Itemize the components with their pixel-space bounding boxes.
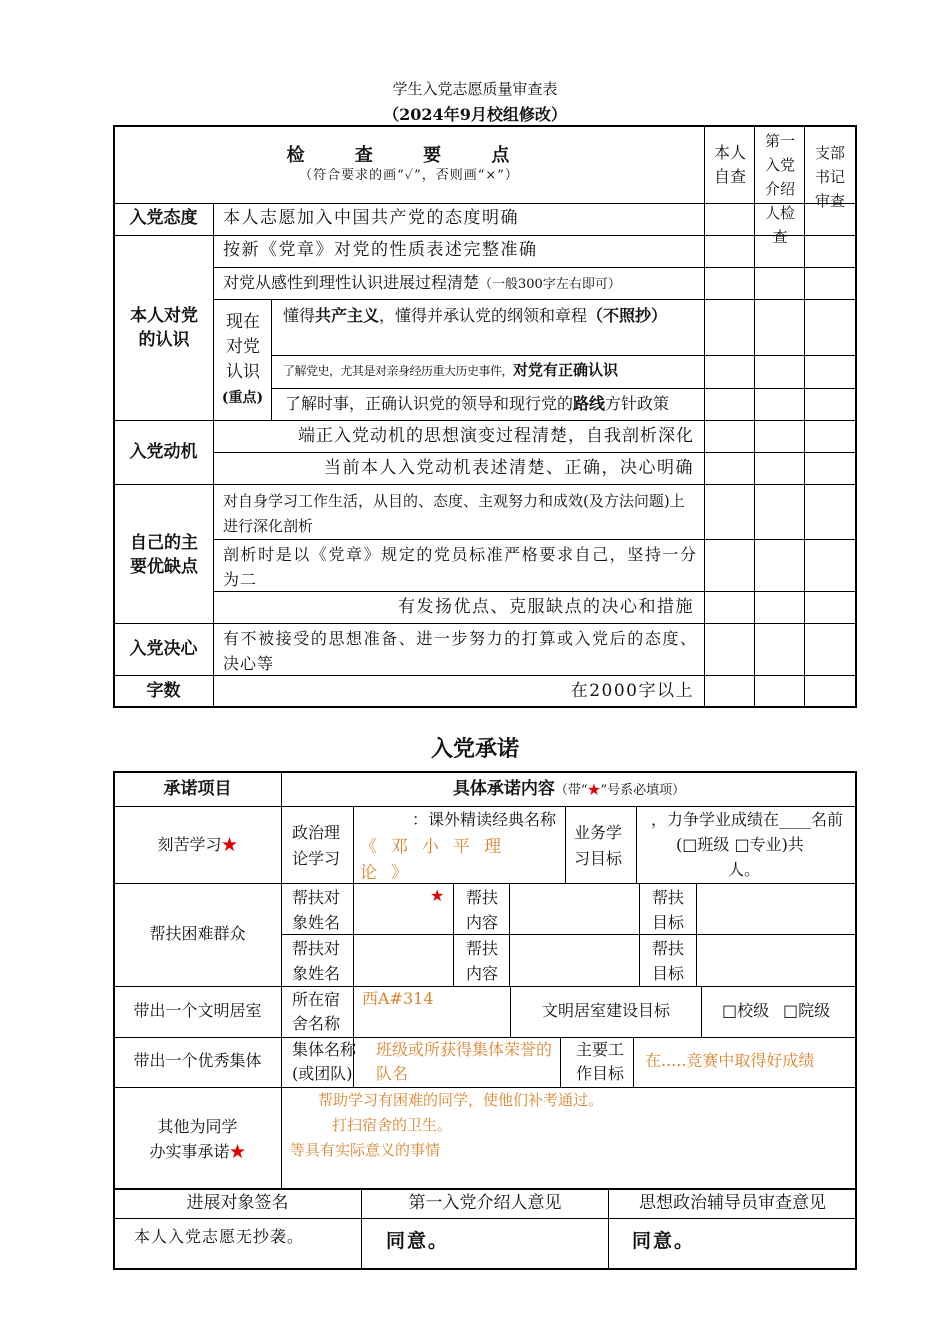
sign-value-1: 本人入党志愿无抄袭。 [134, 1227, 305, 1246]
collective-label: 带出一个优秀集体 [133, 1051, 262, 1070]
grid-line [114, 1188, 856, 1190]
other-label-b-wrap [114, 1139, 281, 1164]
study-label-text: 刻苦学习 [157, 835, 222, 854]
help-content-label-1: 帮扶内容 [466, 888, 499, 932]
pledge-note-a: （带“ [554, 783, 588, 798]
politics-value-a: ：课外精读经典名称 [412, 810, 557, 829]
grid-line [453, 883, 454, 986]
business-value-b: (□班级 □专业)共 [676, 835, 804, 854]
grid-line [114, 1087, 856, 1088]
grid-line [271, 355, 856, 356]
sign-col-1: 进展对象签名 [186, 1193, 289, 1213]
grid-line [114, 806, 856, 807]
grid-line [114, 484, 856, 485]
grid-line [271, 299, 272, 420]
item-attitude: 本人志愿加入中国共产党的态度明确 [223, 208, 519, 228]
grid-line [754, 126, 755, 707]
grid-line [696, 883, 697, 986]
grid-line [701, 986, 702, 1037]
grid-line [114, 623, 856, 624]
label-key-point: (重点) [221, 390, 264, 406]
item-wordcount: 在2000字以上 [570, 681, 694, 701]
review-header-main: 检 查 要 点 [286, 145, 532, 166]
other-line-2: 打扫宿舍的卫生。 [332, 1116, 453, 1134]
study-label [114, 834, 281, 856]
item-strengths-3: 有发扬优点、克服缺点的决心和措施 [398, 597, 694, 617]
grid-line [509, 883, 510, 986]
dorm-name-value: 西A#314 [362, 989, 434, 1008]
grid-line [804, 126, 805, 707]
required-star-icon: ★ [229, 1142, 246, 1161]
other-label [114, 1114, 281, 1164]
grid-line [281, 934, 856, 935]
grid-line [281, 772, 282, 1188]
help-goal-label-1: 帮扶目标 [652, 888, 685, 932]
grid-line [704, 126, 705, 707]
label-understanding: 本人对党的认识 [130, 306, 198, 350]
item-understanding-2-note: （一般300字左右即可） [479, 277, 621, 292]
help-label: 帮扶困难群众 [149, 924, 246, 943]
other-label-a: 其他为同学 [157, 1117, 238, 1136]
item-understanding-4 [283, 360, 618, 382]
grid-line [213, 203, 214, 707]
grid-line [565, 806, 566, 883]
business-label: 业务学习目标 [574, 823, 623, 868]
review-header-note: （符合要求的画“✓”，否则画“×”） [299, 168, 519, 183]
item-understanding-2 [223, 272, 621, 294]
item3-a: 懂得 [283, 306, 316, 325]
label-motive: 入党动机 [129, 442, 198, 462]
other-label-b: 办实事承诺 [149, 1142, 230, 1161]
help-target-label-1: 帮扶对象姓名 [292, 888, 341, 932]
grid-line [633, 1037, 634, 1087]
pledge-col-content [282, 778, 856, 802]
grid-line [560, 1037, 561, 1087]
item-understanding-1: 按新《党章》对党的性质表述完整准确 [223, 240, 538, 260]
item4-b: 对党有正确认识 [513, 361, 619, 379]
col-header-self: 本人自查 [713, 143, 746, 186]
label-current-understanding: 现在对党认识 [226, 312, 260, 382]
help-content-label-2: 帮扶内容 [466, 939, 499, 983]
other-line-1: 帮助学习有困难的同学，使他们补考通过。 [318, 1091, 604, 1109]
grid-line [114, 235, 856, 236]
help-goal-label-2: 帮扶目标 [652, 939, 685, 983]
grid-line [213, 267, 856, 268]
item-resolve: 有不被接受的思想准备、进一步努力的打算或入党后的态度、决心等 [223, 629, 697, 673]
grid-line [213, 539, 856, 540]
dorm-name-label: 所在宿舍名称 [292, 990, 341, 1033]
item-motive-1: 端正入党动机的思想演变过程清楚，自我剖析深化 [298, 426, 694, 446]
doc-title: 学生入党志愿质量审查表 [392, 80, 558, 98]
label-resolve: 入党决心 [129, 639, 198, 659]
label-strengths: 自己的主要优缺点 [130, 533, 198, 577]
dorm-option-school[interactable]: □校级 [722, 1001, 770, 1020]
item-strengths-1: 对自身学习工作生活，从目的、态度、主观努力和成效(及方法问题)上进行深化剖析 [223, 492, 685, 535]
pledge-col-content-label: 具体承诺内容 [452, 779, 555, 799]
col-header-intro: 第一入党介绍人检查 [764, 132, 795, 246]
grid-line [114, 203, 856, 204]
item3-c: ，懂得并承认党的纲领和章程 [379, 306, 588, 325]
dorm-goal-label: 文明居室建设目标 [541, 1001, 670, 1020]
grid-line [639, 883, 640, 986]
required-star-icon: ★ [430, 886, 445, 905]
grid-line [114, 986, 856, 987]
label-attitude: 入党态度 [129, 208, 198, 228]
business-value-a: ，力争学业成绩在____名前 [651, 810, 844, 829]
item-strengths-2: 剖析时是以《党章》规定的党员标准严格要求自己，坚持一分为二 [223, 545, 697, 589]
sign-value-2: 同意。 [386, 1230, 450, 1252]
business-value-c: 人。 [728, 860, 761, 879]
item3-b: 共产主义 [315, 306, 380, 325]
grid-line [213, 299, 856, 300]
collective-name-value: 班级或所获得集体荣誉的队名 [376, 1040, 553, 1083]
item3-d: （不照抄） [587, 306, 668, 325]
item4-a: 了解党史，尤其是对亲身经历重大历史事件， [283, 364, 514, 378]
dorm-option-college[interactable]: □院级 [783, 1001, 831, 1020]
pledge-col-item: 承诺项目 [163, 779, 232, 799]
item-understanding-3 [283, 304, 695, 328]
grid-line [114, 420, 856, 421]
item5-a: 了解时事，正确认识党的领导和现行党的 [285, 394, 574, 413]
collective-goal-value: 在.....竞赛中取得好成绩 [645, 1051, 815, 1070]
doc-subtitle: （2024年9月校组修改） [383, 105, 567, 124]
collective-goal-label: 主要工作目标 [576, 1040, 625, 1083]
grid-line [114, 1218, 856, 1219]
sign-col-3: 思想政治辅导员审查意见 [639, 1193, 826, 1213]
item5-c: 方针政策 [605, 394, 670, 413]
help-target-label-2: 帮扶对象姓名 [292, 939, 341, 983]
pledge-title: 入党承诺 [430, 736, 519, 762]
col-header-secretary: 支部书记审查 [814, 144, 845, 210]
politics-label: 政治理论学习 [292, 823, 341, 868]
sign-value-3: 同意。 [632, 1230, 696, 1252]
politics-value-b: 《邓小平理论》 [360, 837, 515, 883]
grid-line [636, 806, 637, 883]
grid-line [213, 452, 856, 453]
item-motive-2: 当前本人入党动机表述清楚、正确，决心明确 [324, 458, 694, 478]
sign-col-2: 第一入党介绍人意见 [408, 1193, 562, 1213]
collective-name-label: 集体名称(或团队) [292, 1040, 357, 1083]
label-wordcount: 字数 [146, 681, 181, 701]
item5-b: 路线 [573, 394, 606, 413]
item-understanding-2-text: 对党从感性到理性认识进展过程清楚 [223, 273, 480, 292]
required-star-icon: ★ [221, 835, 238, 854]
item-understanding-5 [285, 393, 669, 415]
grid-line [271, 388, 856, 389]
required-star-icon: ★ [587, 783, 601, 798]
pledge-note-b: ”号系必填项） [600, 783, 686, 798]
dorm-label: 带出一个文明居室 [133, 1001, 262, 1020]
other-line-3: 等具有实际意义的事情 [290, 1141, 441, 1159]
